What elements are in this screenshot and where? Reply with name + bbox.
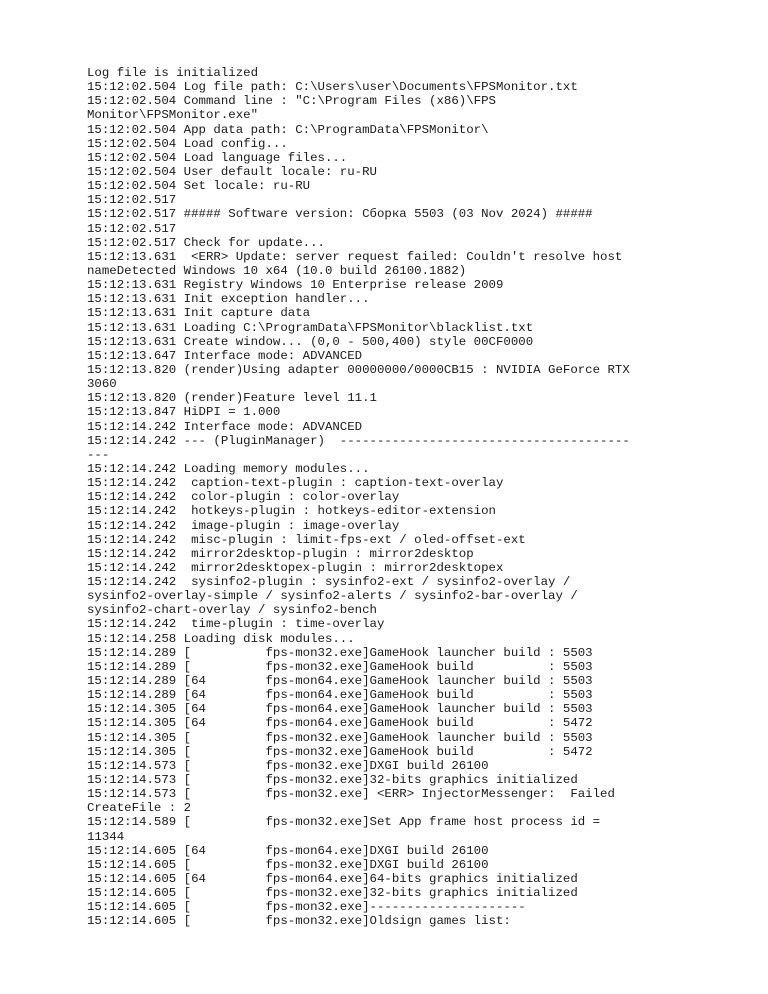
log-line: 15:12:13.847 HiDPI = 1.000 — [87, 405, 281, 420]
log-line: 15:12:14.573 [ fps-mon32.exe]32-bits graphics initialized — [87, 773, 578, 788]
log-line: 15:12:02.504 App data path: C:\ProgramData\FPSMonitor\ — [87, 122, 489, 137]
log-line: 15:12:14.289 [ fps-mon32.exe]GameHook launcher build : 5503 — [87, 645, 593, 660]
log-line: 15:12:13.820 (render)Using adapter 00000000/0000CB15 : NVIDIA GeForce RTX — [87, 362, 630, 377]
log-line: 15:12:14.242 Loading memory modules... — [87, 461, 370, 476]
log-line: 15:12:13.631 Loading C:\ProgramData\FPSMonitor\blacklist.txt — [87, 320, 534, 335]
log-line: 15:12:14.242 image-plugin : image-overlay — [87, 518, 400, 533]
log-line: 15:12:14.289 [64 fps-mon64.exe]GameHook launcher build : 5503 — [87, 674, 593, 689]
log-line: nameDetected Windows 10 x64 (10.0 build 26100.1882) — [87, 263, 467, 278]
log-line: 15:12:14.305 [ fps-mon32.exe]GameHook launcher build : 5503 — [87, 730, 593, 745]
log-line: 15:12:14.242 --- (PluginManager) --------------------------------------- — [87, 433, 630, 448]
log-line: Log file is initialized — [87, 66, 259, 80]
log-line: 15:12:02.504 Load language files... — [87, 150, 348, 165]
log-line: 15:12:13.631 Init capture data — [87, 306, 311, 321]
log-line: 11344 — [87, 829, 125, 844]
log-line: 15:12:14.573 [ fps-mon32.exe]DXGI build 26100 — [87, 758, 489, 773]
log-line: 15:12:02.517 ##### Software version: Сборка 5503 (03 Nov 2024) ##### — [87, 207, 593, 222]
log-line: 15:12:14.573 [ fps-mon32.exe] <ERR> InjectorMessenger: Failed — [87, 787, 615, 802]
log-line: 15:12:14.242 misc-plugin : limit-fps-ext / oled-offset-ext — [87, 532, 526, 547]
log-line: 15:12:02.504 User default locale: ru-RU — [87, 164, 377, 179]
log-line: 15:12:02.504 Load config... — [87, 136, 288, 151]
log-line: 15:12:13.647 Interface mode: ADVANCED — [87, 348, 363, 363]
log-line: 15:12:14.242 mirror2desktopex-plugin : mirror2desktopex — [87, 560, 504, 575]
log-line: 15:12:02.517 — [87, 193, 177, 208]
log-line: 15:12:14.605 [64 fps-mon64.exe]64-bits graphics initialized — [87, 872, 578, 887]
log-line: 15:12:13.631 Registry Windows 10 Enterprise release 2009 — [87, 278, 504, 293]
log-line: 15:12:14.589 [ fps-mon32.exe]Set App frame host process id = — [87, 815, 601, 830]
log-line: 15:12:14.305 [ fps-mon32.exe]GameHook build : 5472 — [87, 744, 593, 759]
log-line: 15:12:14.605 [ fps-mon32.exe]32-bits graphics initialized — [87, 886, 578, 901]
log-line: CreateFile : 2 — [87, 801, 192, 816]
log-line: 15:12:14.289 [ fps-mon32.exe]GameHook build : 5503 — [87, 659, 593, 674]
log-line: 15:12:14.242 hotkeys-plugin : hotkeys-editor-extension — [87, 504, 496, 519]
log-line: 15:12:13.631 Create window... (0,0 - 500,400) style 00CF0000 — [87, 334, 534, 349]
log-line: 15:12:14.305 [64 fps-mon64.exe]GameHook build : 5472 — [87, 716, 593, 731]
log-text-body — [87, 66, 687, 929]
log-line: 15:12:14.242 caption-text-plugin : caption-text-overlay — [87, 476, 504, 491]
log-line: 15:12:14.242 color-plugin : color-overlay — [87, 490, 400, 505]
log-line: 15:12:14.258 Loading disk modules... — [87, 631, 355, 646]
log-line: 15:12:14.242 time-plugin : time-overlay — [87, 617, 385, 632]
log-line: 15:12:14.289 [64 fps-mon64.exe]GameHook build : 5503 — [87, 688, 593, 703]
log-line: sysinfo2-overlay-simple / sysinfo2-alerts / sysinfo2-bar-overlay / — [87, 589, 578, 604]
log-line: 15:12:02.504 Command line : "C:\Program Files (x86)\FPS — [87, 94, 496, 109]
log-line: --- — [87, 447, 110, 462]
log-line: 15:12:14.242 mirror2desktop-plugin : mirror2desktop — [87, 546, 474, 561]
log-line: 15:12:02.517 Check for update... — [87, 235, 325, 250]
log-line: sysinfo2-chart-overlay / sysinfo2-bench — [87, 603, 377, 618]
log-line: Monitor\FPSMonitor.exe" — [87, 108, 259, 123]
log-line: 3060 — [87, 377, 117, 392]
log-line: 15:12:13.631 Init exception handler... — [87, 292, 370, 307]
log-line: 15:12:02.504 Log file path: C:\Users\user\Documents\FPSMonitor.txt — [87, 80, 578, 95]
log-line: 15:12:14.605 [64 fps-mon64.exe]DXGI build 26100 — [87, 843, 489, 858]
log-line: 15:12:02.504 Set locale: ru-RU — [87, 179, 311, 194]
log-line: 15:12:13.631 <ERR> Update: server request failed: Couldn't resolve host — [87, 249, 623, 264]
log-line: 15:12:14.605 [ fps-mon32.exe]Oldsign games list: — [87, 914, 511, 929]
log-line: 15:12:14.242 sysinfo2-plugin : sysinfo2-ext / sysinfo2-overlay / — [87, 575, 571, 590]
log-line: 15:12:13.820 (render)Feature level 11.1 — [87, 391, 377, 406]
log-line: 15:12:14.305 [64 fps-mon64.exe]GameHook launcher build : 5503 — [87, 702, 593, 717]
log-line: 15:12:02.517 — [87, 221, 177, 236]
log-line: 15:12:14.605 [ fps-mon32.exe]DXGI build 26100 — [87, 857, 489, 872]
log-line: 15:12:14.242 Interface mode: ADVANCED — [87, 419, 363, 434]
log-line: 15:12:14.605 [ fps-mon32.exe]--------------------- — [87, 900, 526, 915]
